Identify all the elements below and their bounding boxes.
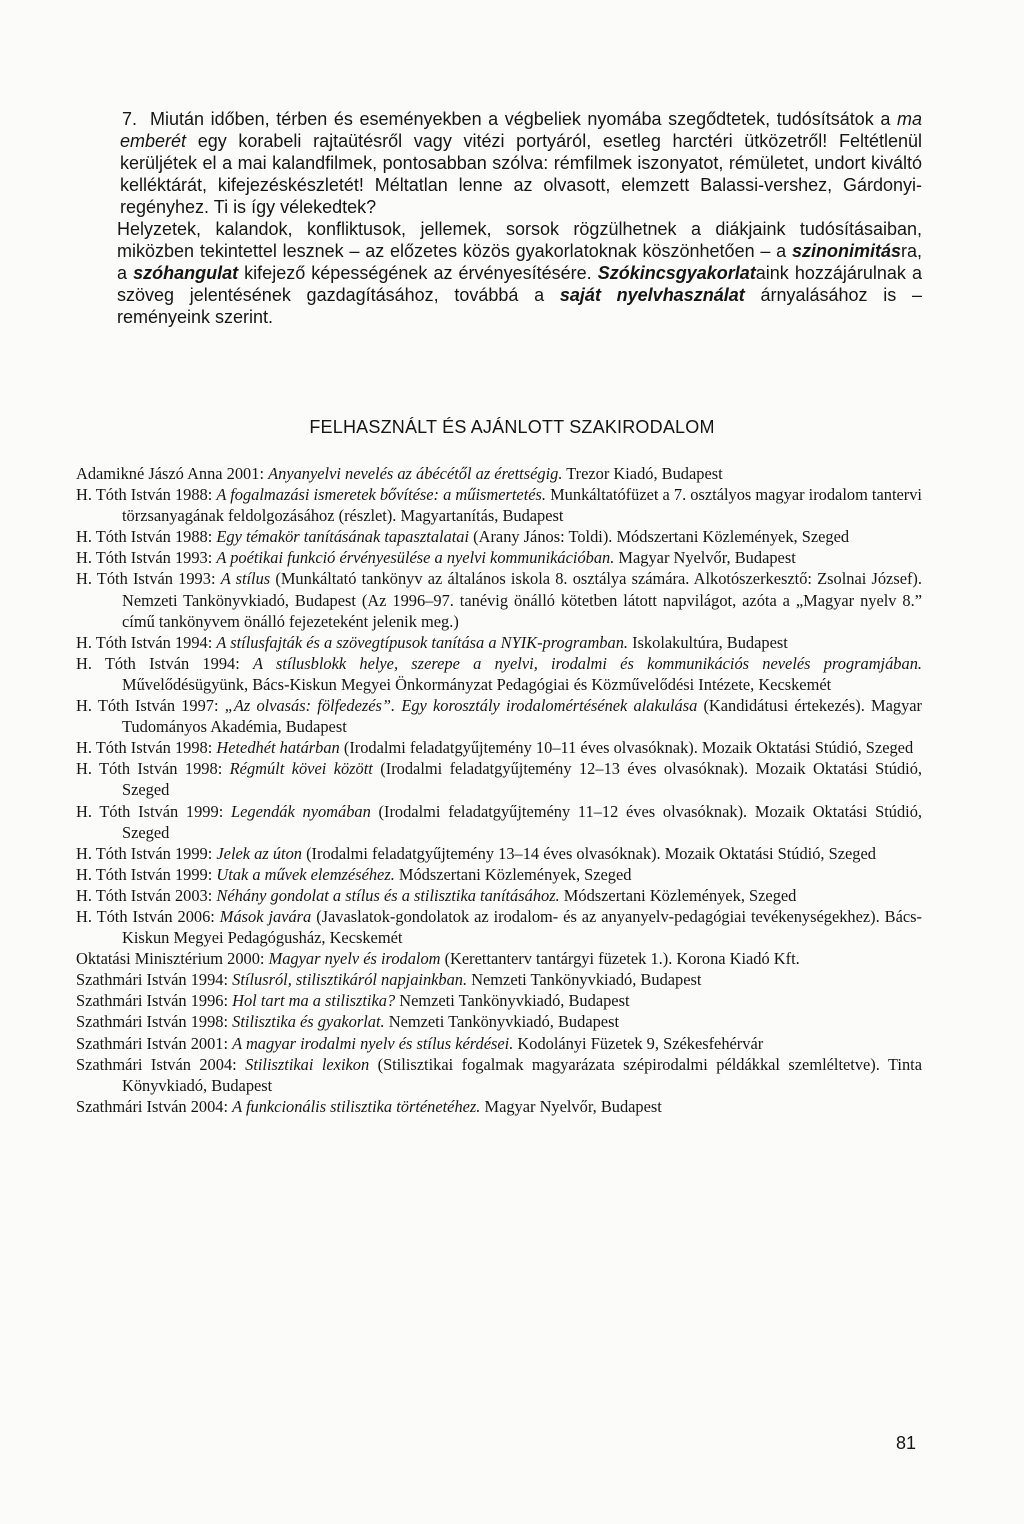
reference-entry: [76, 1033, 922, 1054]
italic-title: Magyar nyelv és irodalom: [268, 949, 441, 969]
reference-entry: [76, 484, 922, 526]
text-run: Munkáltatófüzet a 7. osztályos magyar irodalom tantervi törzsanyagának feldolgozásához (részlet). Magyartanítás, Budapest: [122, 485, 922, 526]
text-run: Miután időben, térben és eseményekben a végbeliek nyomába szegődtetek, tudósítsátok a: [150, 109, 897, 129]
italic-title: „Az olvasás: fölfedezés”. Egy korosztály irodalomértésének alakulása: [224, 696, 698, 716]
text-run: (Kerettanterv tantárgyi füzetek 1.). Korona Kiadó Kft.: [440, 949, 800, 969]
text-run: Nemzeti Tankönyvkiadó, Budapest: [384, 1012, 619, 1032]
text-run: Szathmári István 2004:: [76, 1054, 246, 1074]
text-run: H. Tóth István 2003:: [76, 885, 217, 905]
emphasis-term: szóhangulat: [133, 263, 239, 283]
italic-title: Hetedhét határban: [216, 738, 340, 758]
text-run: H. Tóth István 1999:: [76, 843, 217, 863]
reference-entry: [76, 885, 922, 906]
text-run: egy korabeli rajtaütésről vagy vitézi portyáról, esetleg harctéri ütközetről! Feltétlenül kerüljétek el a mai kalandfilmek, pontosabban szólva: rémfilmek iszonyatot, rémületet, undort kiváltó kelléktárát, kifejezéskészletét! Méltatlan lenne az olvasott, elemzett Balassi-vershez, Gárdonyi-regényhez. Ti is így vélekedtek?: [120, 131, 922, 217]
reference-entry: [76, 1054, 922, 1096]
italic-title: Régmúlt kövei között: [229, 759, 373, 779]
reference-entry: [76, 948, 922, 969]
text-run: Trezor Kiadó, Budapest: [562, 464, 723, 483]
text-run: Magyar Nyelvőr, Budapest: [480, 1096, 662, 1116]
italic-title: Legendák nyomában: [231, 801, 371, 821]
text-run: Iskolakultúra, Budapest: [628, 632, 788, 652]
italic-title: A funkcionális stilisztika történetéhez.: [232, 1096, 481, 1116]
reference-entry: [76, 758, 922, 800]
text-run: Oktatási Minisztérium 2000:: [76, 949, 269, 969]
text-run: H. Tóth István 1993:: [76, 569, 221, 589]
italic-title: Anyanyelvi nevelés az ábécétől az érettségig.: [268, 464, 563, 483]
emphasis-term: Szókincsgyakorlat: [597, 263, 756, 283]
reference-entry: [76, 1096, 922, 1117]
text-run: aink hozzájárulnak a szöveg jelentésének gazdagításához, továbbá a: [117, 263, 922, 305]
italic-title: A poétikai funkció érvényesülése a nyelvi kommunikációban.: [216, 548, 615, 568]
text-run: H. Tóth István 1998:: [76, 738, 217, 758]
italic-title: Stilisztikai lexikon: [245, 1054, 370, 1074]
text-run: H. Tóth István 1993:: [76, 548, 217, 568]
text-run: (Kandidátusi értekezés). Magyar Tudományos Akadémia, Budapest: [122, 696, 922, 737]
reference-entry: [76, 990, 922, 1011]
text-run: H. Tóth István 1994:: [76, 632, 217, 652]
text-run: (Irodalmi feladatgyűjtemény 12–13 éves olvasóknak). Mozaik Oktatási Stúdió, Szeged: [122, 759, 922, 800]
references-heading: FELHASZNÁLT ÉS AJÁNLOTT SZAKIRODALOM: [309, 417, 715, 437]
text-run: kifejező képességének az érvényesítésére.: [238, 263, 598, 283]
text-run: (Irodalmi feladatgyűjtemény 13–14 éves olvasóknak). Mozaik Oktatási Stúdió, Szeged: [301, 843, 876, 863]
text-run: (Irodalmi feladatgyűjtemény 10–11 éves olvasóknak). Mozaik Oktatási Stúdió, Szeged: [339, 738, 914, 758]
text-run: Kodolányi Füzetek 9, Székesfehérvár: [513, 1033, 764, 1053]
text-run: (Munkáltató tankönyv az általános iskola 8. osztálya számára. Alkotószerkesztő: Zsolnai József). Nemzeti Tankönyvkiadó, Budapest (Az 1996–97. tanévig önálló kötetben látott napvilágot, azóta a „Magyar nyelv 8.” című tankönyvem önálló fejezeteként jelenik meg.): [122, 569, 922, 631]
italic-title: Jelek az úton: [216, 843, 302, 863]
text-run: Magyar Nyelvőr, Budapest: [614, 548, 796, 568]
italic-title: Stílusról, stilisztikáról napjainkban.: [232, 970, 468, 990]
reference-entry: [76, 568, 922, 631]
reference-entry: [76, 547, 922, 568]
text-run: Adamikné Jászó Anna 2001:: [76, 464, 269, 483]
emphasis-term: saját nyelvhasználat: [559, 285, 745, 305]
italic-title: Néhány gondolat a stílus és a stilisztika tanításához.: [216, 885, 560, 905]
text-run: Nemzeti Tankönyvkiadó, Budapest: [467, 970, 702, 990]
italic-title: Utak a művek elemzéséhez.: [216, 864, 395, 884]
italic-title: A stílusfajták és a szövegtípusok tanítása a NYIK-programban.: [216, 632, 628, 652]
reference-entry: [76, 695, 922, 737]
reference-entry: [76, 463, 922, 484]
text-run: Szathmári István 2004:: [76, 1096, 233, 1116]
reference-entry: [76, 969, 922, 990]
text-run: Módszertani Közlemények, Szeged: [559, 885, 797, 905]
text-run: Szathmári István 1994:: [76, 970, 233, 990]
commentary-paragraph: [117, 218, 922, 328]
exercise-paragraph: [120, 108, 922, 218]
italic-title: A magyar irodalmi nyelv és stílus kérdései.: [232, 1033, 514, 1053]
italic-title: Hol tart ma a stilisztika?: [232, 991, 396, 1011]
text-run: H. Tóth István 1988:: [76, 485, 217, 505]
italic-title: A stílus: [220, 569, 271, 589]
italic-title: Stilisztika és gyakorlat.: [232, 1012, 385, 1032]
text-run: ra, a: [117, 241, 922, 283]
text-run: (Javaslatok-gondolatok az irodalom- és az anyanyelv-pedagógiai tevékenységekhez). Bács-Kiskun Megyei Pedagógusház, Kecskemét: [122, 906, 922, 948]
reference-entry: [76, 526, 922, 547]
text-run: H. Tóth István 1999:: [76, 864, 217, 884]
text-run: árnyalásához is – reményeink szerint.: [117, 285, 922, 327]
page-number: 81: [896, 1433, 917, 1453]
text-run: (Stilisztikai fogalmak magyarázata szépirodalmi példákkal szemléltetve). Tinta Könyvkiadó, Budapest: [122, 1054, 922, 1095]
italic-title: A fogalmazási ismeretek bővítése: a műismertetés.: [216, 485, 546, 505]
text-run: Szathmári István 2001:: [76, 1033, 233, 1053]
exercise-item: [117, 108, 922, 328]
reference-entry: [76, 737, 922, 758]
text-run: H. Tóth István 1994:: [76, 653, 254, 673]
text-run: H. Tóth István 1998:: [76, 759, 230, 779]
text-run: Szathmári István 1996:: [76, 991, 233, 1011]
text-run: H. Tóth István 2006:: [76, 906, 220, 926]
references-list: [76, 463, 922, 1117]
text-run: (Arany János: Toldi). Módszertani Közlemények, Szeged: [469, 527, 850, 547]
text-run: H. Tóth István 1997:: [76, 696, 225, 716]
reference-entry: [76, 801, 922, 843]
reference-entry: [76, 653, 922, 695]
text-run: (Irodalmi feladatgyűjtemény 11–12 éves olvasóknak). Mozaik Oktatási Stúdió, Szeged: [122, 801, 922, 842]
text-run: Módszertani Közlemények, Szeged: [394, 864, 632, 884]
italic-title: Egy témakör tanításának tapasztalatai: [216, 527, 470, 547]
text-run: Szathmári István 1998:: [76, 1012, 233, 1032]
reference-entry: [76, 906, 922, 948]
text-run: Helyzetek, kalandok, konfliktusok, jellemek, sorsok rögzülhetnek a diákjaink tudósításaiban, miközben tekintettel lesznek – az előzetes közös gyakorlatoknak köszönhetően – a: [117, 219, 922, 261]
reference-entry: [76, 843, 922, 864]
text-run: Művelődésügyünk, Bács-Kiskun Megyei Önkormányzat Pedagógiai és Közművelődési Intézete, Kecskemét: [122, 674, 832, 694]
item-number: 7.: [122, 109, 138, 129]
emphasis-term: szinonimitás: [791, 241, 901, 261]
italic-title: Mások javára: [219, 906, 312, 926]
text-run: Nemzeti Tankönyvkiadó, Budapest: [395, 991, 630, 1011]
reference-entry: [76, 864, 922, 885]
reference-entry: [76, 1011, 922, 1032]
reference-entry: [76, 632, 922, 653]
text-run: H. Tóth István 1999:: [76, 801, 232, 821]
italic-title: ma emberét: [120, 109, 922, 151]
text-run: H. Tóth István 1988:: [76, 527, 217, 547]
italic-title: A stílusblokk helye, szerepe a nyelvi, irodalmi és kommunikációs nevelés programjában.: [253, 653, 922, 673]
